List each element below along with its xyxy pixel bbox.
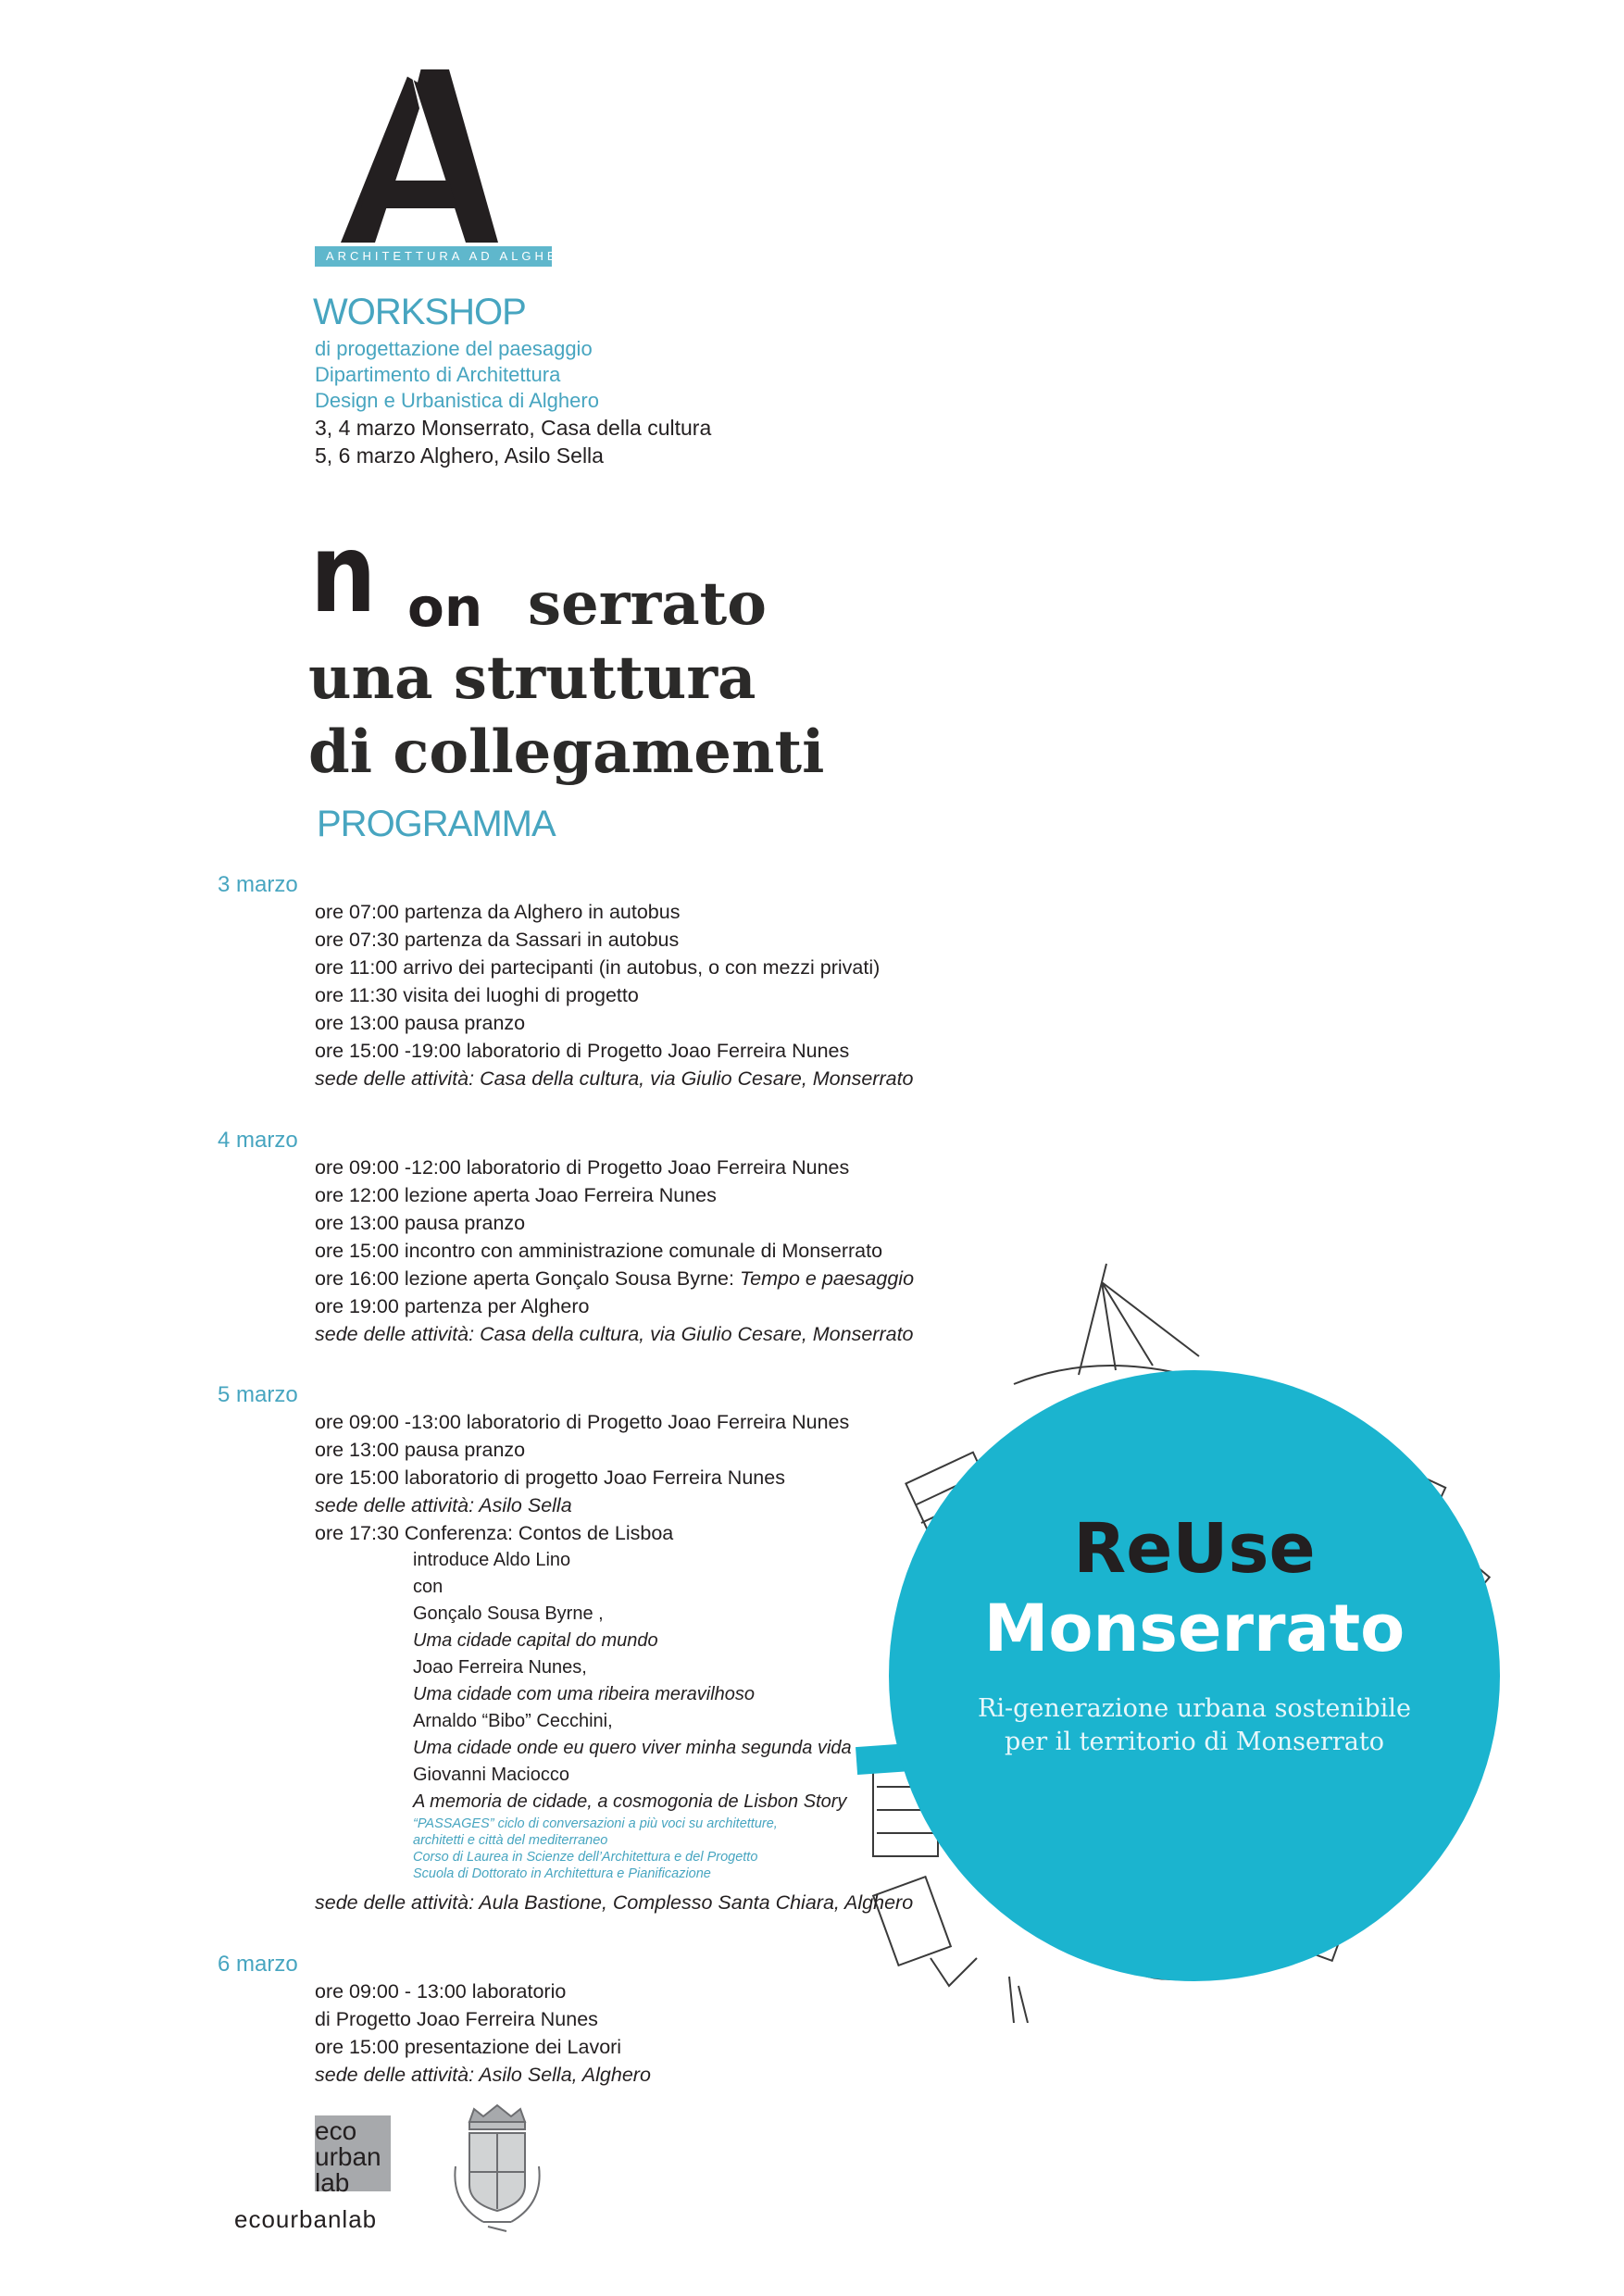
programma-heading: PROGRAMMA (317, 804, 556, 844)
venue-row: sede delle attività: Casa della cultura, via Giulio Cesare, Monserrato (315, 1067, 914, 1090)
ecourbanlab-logo-text (315, 2118, 381, 2196)
schedule-row: ore 13:00 pausa pranzo (315, 1012, 526, 1034)
schedule-row: ore 07:30 partenza da Sassari in autobus (315, 929, 680, 951)
venue-row: sede delle attività: Casa della cultura, via Giulio Cesare, Monserrato (315, 1323, 914, 1345)
reuse-title: ReUse (1073, 1509, 1316, 1589)
workshop-dates-1: 3, 4 marzo Monserrato, Casa della cultura (315, 416, 712, 440)
monserrato-crest-icon (446, 2102, 548, 2236)
title-big-n: n (310, 509, 370, 637)
schedule-row: ore 12:00 lezione aperta Joao Ferreira Nunes (315, 1184, 717, 1206)
lab-line: lab (315, 2168, 350, 2197)
logo-band (315, 246, 585, 267)
conference-line: Uma cidade com uma ribeira meravilhoso (413, 1684, 756, 1704)
venue-row: sede delle attività: Asilo Sella (315, 1494, 572, 1516)
schedule-row: ore 11:30 visita dei luoghi di progetto (315, 984, 639, 1006)
reuse-circle (889, 1370, 1500, 1981)
conference-line: introduce Aldo Lino (413, 1550, 571, 1570)
conference-line: Uma cidade onde eu quero viver minha segunda vida (413, 1738, 852, 1758)
workshop-dates-2: 5, 6 marzo Alghero, Asilo Sella (315, 443, 604, 468)
schedule-row: ore 11:00 arrivo dei partecipanti (in autobus, o con mezzi privati) (315, 956, 881, 979)
day-label-3-marzo: 3 marzo (218, 872, 298, 897)
passages-note: Scuola di Dottorato in Architettura e Pianificazione (413, 1866, 711, 1881)
schedule-row: ore 09:00 -12:00 laboratorio di Progetto Joao Ferreira Nunes (315, 1156, 850, 1179)
workshop-subtitle-2: Dipartimento di Architettura (315, 363, 561, 386)
schedule-row: ore 09:00 -13:00 laboratorio di Progetto Joao Ferreira Nunes (315, 1411, 850, 1433)
day-label-4-marzo: 4 marzo (218, 1128, 298, 1153)
schedule-row: ore 15:00 laboratorio di progetto Joao Ferreira Nunes (315, 1466, 785, 1489)
reuse-tagline-1: Ri-generazione urbana sostenibile (978, 1694, 1411, 1723)
schedule-row: ore 17:30 Conferenza: Contos de Lisboa (315, 1522, 674, 1544)
schedule-row: di Progetto Joao Ferreira Nunes (315, 2008, 598, 2030)
day-label-6-marzo: 6 marzo (218, 1952, 298, 1977)
conference-line: Giovanni Maciocco (413, 1765, 569, 1785)
lecture-title: Tempo e paesaggio (739, 1267, 915, 1290)
schedule-row: ore 15:00 presentazione dei Lavori (315, 2036, 622, 2058)
schedule-row: ore 19:00 partenza per Alghero (315, 1295, 590, 1317)
conference-line: Joao Ferreira Nunes, (413, 1657, 587, 1678)
day-label-5-marzo: 5 marzo (218, 1382, 298, 1407)
title-line-2: una struttura (308, 643, 756, 713)
schedule-row-text: ore 16:00 lezione aperta Gonçalo Sousa Byrne: (315, 1267, 740, 1290)
schedule-row: ore 13:00 pausa pranzo (315, 1212, 526, 1234)
passages-note: Corso di Laurea in Scienze dell’Architettura e del Progetto (413, 1850, 758, 1865)
logo-band-text: ARCHITETTURA AD ALGHERO (326, 249, 585, 263)
conference-line: A memoria de cidade, a cosmogonia de Lisbon Story (413, 1791, 847, 1812)
eco-line: eco (315, 2116, 357, 2145)
title-line-3: di collegamenti (308, 718, 825, 787)
venue-row: sede delle attività: Aula Bastione, Complesso Santa Chiara, Alghero (315, 1891, 914, 1914)
schedule-row (315, 1265, 914, 1292)
schedule-row: ore 15:00 incontro con amministrazione comunale di Monserrato (315, 1240, 883, 1262)
conference-line: Gonçalo Sousa Byrne , (413, 1603, 604, 1624)
schedule-row: ore 07:00 partenza da Alghero in autobus (315, 901, 681, 923)
schedule-row: ore 09:00 - 13:00 laboratorio (315, 1980, 567, 2003)
conference-line: Uma cidade capital do mundo (413, 1630, 658, 1651)
urban-line: urban (315, 2142, 381, 2171)
workshop-title: WORKSHOP (313, 292, 526, 332)
title-line-1: serrato (528, 569, 767, 639)
conference-line: Arnaldo “Bibo” Cecchini, (413, 1711, 613, 1731)
architettura-alghero-logo (310, 69, 585, 268)
conference-line: con (413, 1577, 443, 1597)
workshop-subtitle-1: di progettazione del paesaggio (315, 337, 593, 360)
schedule-row: ore 15:00 -19:00 laboratorio di Progetto Joao Ferreira Nunes (315, 1040, 850, 1062)
ecourbanlab-wordmark: ecourbanlab (234, 2205, 378, 2233)
monserrato-title: Monserrato (983, 1591, 1405, 1666)
passages-note: “PASSAGES” ciclo di conversazioni a più voci su architetture, (413, 1816, 778, 1831)
passages-note: architetti e città del mediterraneo (413, 1833, 608, 1848)
reuse-tagline-2: per il territorio di Monserrato (1004, 1728, 1384, 1756)
venue-row: sede delle attività: Asilo Sella, Alghero (315, 2064, 651, 2086)
workshop-subtitle-3: Design e Urbanistica di Alghero (315, 389, 599, 412)
title-on: on (407, 576, 483, 639)
schedule-row: ore 13:00 pausa pranzo (315, 1439, 526, 1461)
